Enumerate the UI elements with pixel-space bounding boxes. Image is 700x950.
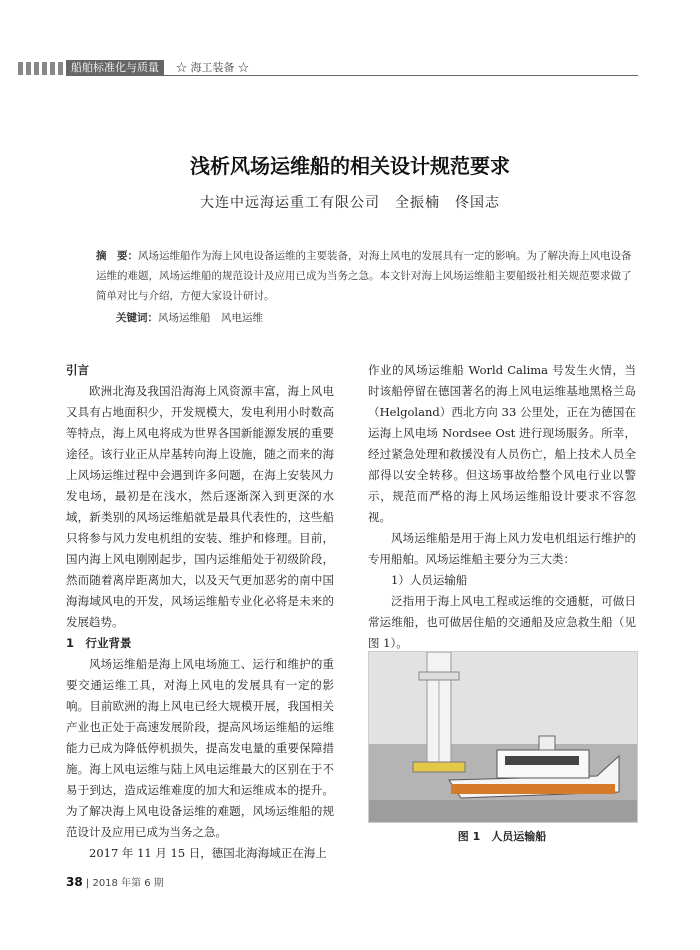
vessel-photo	[369, 652, 637, 822]
left-column	[66, 360, 334, 864]
header-decoration	[18, 62, 63, 75]
issue-label: 2018 年第 6 期	[92, 878, 164, 889]
keywords	[116, 310, 263, 325]
list-item-personnel-transfer: 1）人员运输船	[391, 573, 468, 587]
page-footer	[66, 874, 164, 889]
page-number: 38	[66, 875, 83, 889]
right-paragraph-2: 风场运维船是用于海上风力发电机组运行维护的专用船舶。风场运维船主要分为三大类：	[368, 531, 636, 566]
right-paragraph-3: 泛指用于海上风电工程或运维的交通艇，可做日常运维船，也可做居住船的交通船及应急救生船（见图 1）。	[368, 594, 636, 650]
journal-section-tag: 船舶标准化与质量	[66, 60, 164, 76]
figure-1-image	[368, 651, 638, 823]
right-paragraph-1: 作业的风场运维船 World Calima 号发生火情，当时该船停留在德国著名的海上风电运维基地黑格兰岛（Helgoland）西北方向 33 公里处，正在为德国在运海上风电场 Nordsee Ost 进行现场服务。所幸，经过紧急处理和救援没有人员伤亡，船上技术人员全部得以安全转移。但这场事故给整个风电行业以警示，规范而严格的海上风场运维船设计要求不容忽视。	[368, 363, 636, 524]
right-column	[368, 360, 636, 654]
abstract-label: 摘 要：	[96, 250, 138, 262]
intro-heading: 引言	[66, 363, 89, 377]
figure-1-caption: 图 1 人员运输船	[457, 830, 547, 843]
journal-subsection: ☆ 海工装备 ☆	[176, 61, 249, 74]
abstract	[96, 246, 636, 306]
article-authors: 大连中远海运重工有限公司 全振楠 佟国志	[200, 195, 500, 211]
section-1-paragraph-1: 风场运维船是海上风电场施工、运行和维护的重要交通运维工具，对海上风电的发展具有一定的影响。目前欧洲的海上风电已经大规模开展，我国相关产业也正处于高速发展阶段，提高风场运维船的运维能力已成为降低停机损失，提高发电量的重要保障措施。海上风电运维与陆上风电运维最大的区别在于不易于到达，造成运维难度的加大和运维成本的提升。为了解决海上风电设备运维的难题，风场运维船的规范设计及应用已成为当务之急。	[66, 657, 334, 839]
footer-separator: |	[85, 878, 93, 889]
intro-paragraph: 欧洲北海及我国沿海海上风资源丰富，海上风电又具有占地面积少，开发规模大，发电利用小时数高等特点，海上风电将成为世界各国新能源发展的重要途径。该行业正从岸基转向海上设施，随之而来的海上风场运维过程中会遇到许多问题，在海上安装风力发电场，最初是在浅水，然后逐渐深入到更深的水域，新类别的风场运维船就是最具代表性的，这些船只将参与风力发电机组的安装、维护和修理。目前，国内海上风电刚刚起步，国内运维船处于初级阶段，然而随着离岸距离加大，以及天气更加恶劣的南中国海海域风电的开发，风场运维船专业化必将是未来的发展趋势。	[66, 384, 334, 629]
running-header	[18, 58, 638, 78]
section-1-paragraph-2: 2017 年 11 月 15 日，德国北海海域正在海上	[89, 846, 327, 860]
article-title: 浅析风场运维船的相关设计规范要求	[190, 154, 510, 178]
keywords-label: 关键词：	[116, 312, 158, 324]
section-1-heading: 1 行业背景	[66, 636, 132, 650]
header-rule	[66, 75, 638, 76]
keywords-text: 风场运维船 风电运维	[158, 312, 263, 324]
abstract-text: 风场运维船作为海上风电设备运维的主要装备，对海上风电的发展具有一定的影响。为了解决海上风电设备运维的难题，风场运维船的规范设计及应用已成为当务之急。本文针对海上风场运维船主要船级社相关规范要求做了简单对比与介绍，方便大家设计研讨。	[96, 250, 632, 302]
